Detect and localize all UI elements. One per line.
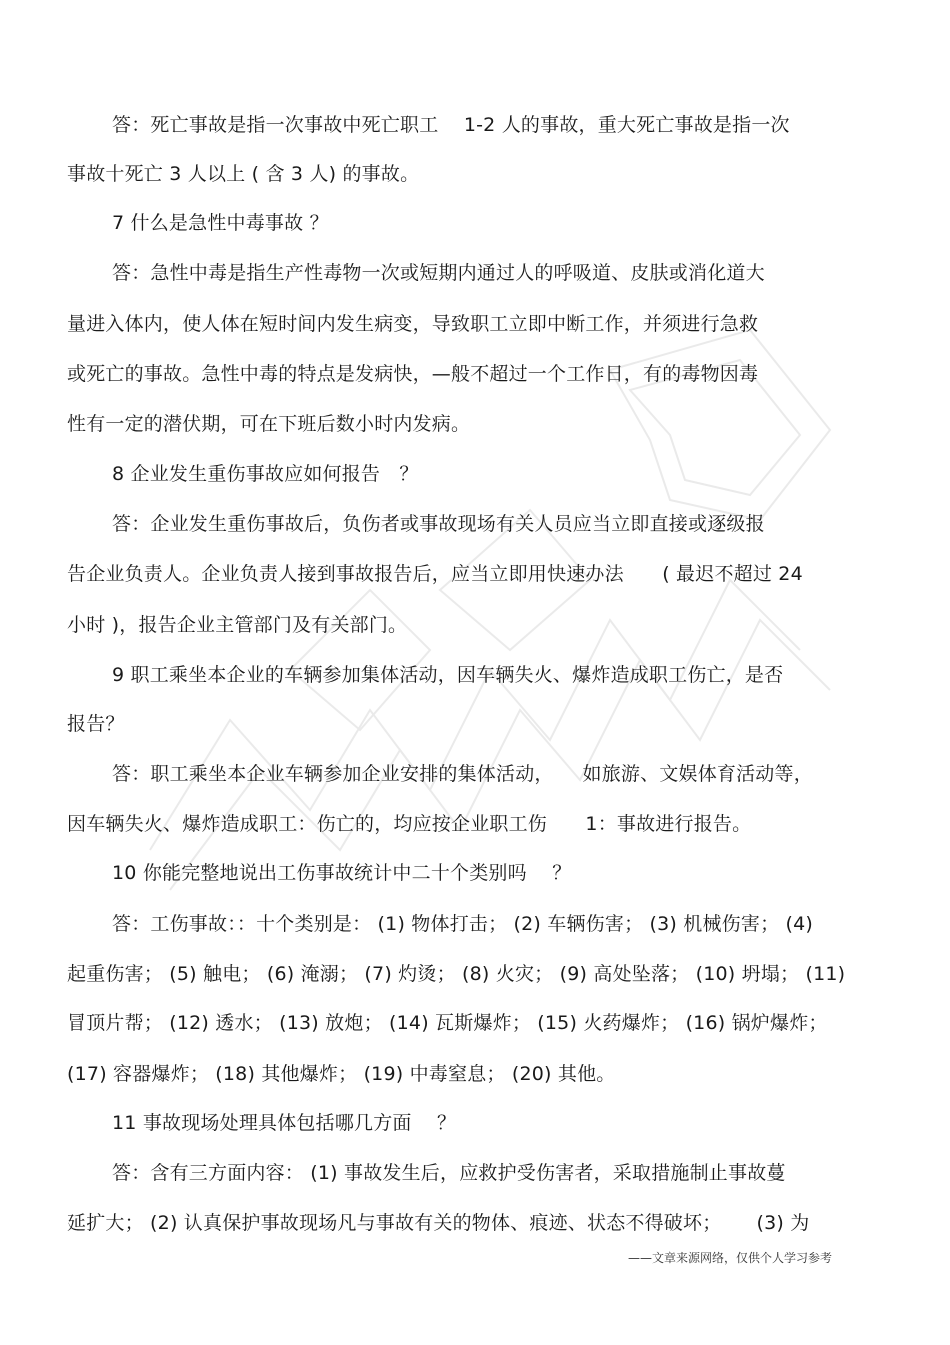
text-line-17: 答：工伤事故：：十个类别是： (1) 物体打击； (2) 车辆伤害； (3) 机械伤害； (4) — [112, 913, 814, 935]
page-footer: ——文章来源网络，仅供个人学习参考 — [628, 1251, 833, 1265]
text-line-5: 量进入体内，使人体在短时间内发生病变，导致职工立即中断工作，并须进行急救 — [67, 313, 759, 335]
text-line-14: 答：职工乘坐本企业车辆参加企业安排的集体活动， 如旅游、文娱体育活动等， — [112, 763, 813, 785]
text-line-7: 性有一定的潜伏期，可在下班后数小时内发病。 — [67, 413, 471, 435]
text-line-10: 告企业负责人。企业负责人接到事故报告后，应当立即用快速办法 ( 最迟不超过 24 — [67, 563, 803, 585]
text-line-6: 或死亡的事故。急性中毒的特点是发病快，—般不超过一个工作日，有的毒物因毒 — [67, 363, 759, 385]
text-line-18: 起重伤害； (5) 触电； (6) 淹溺； (7) 灼烫； (8) 火灾； (9) 高处坠落； (10) 坍塌； (11) — [67, 963, 846, 985]
question-7: 7 什么是急性中毒事故 ？ — [112, 212, 329, 234]
question-8: 8 企业发生重伤事故应如何报告 ？ — [112, 463, 419, 485]
question-10: 10 你能完整地说出工伤事故统计中二十个类别吗 ？ — [112, 862, 572, 884]
text-line-2: 事故十死亡 3 人以上 ( 含 3 人) 的事故。 — [67, 163, 420, 185]
text-line-22: 答：含有三方面内容： (1) 事故发生后，应救护受伤害者，采取措施制止事故蔓 — [112, 1162, 786, 1184]
text-line-4: 答：急性中毒是指生产性毒物一次或短期内通过人的呼吸道、皮肤或消化道大 — [112, 262, 765, 284]
text-line-9: 答：企业发生重伤事故后，负伤者或事故现场有关人员应当立即直接或逐级报 — [112, 513, 765, 535]
text-line-23: 延扩大； (2) 认真保护事故现场凡与事故有关的物体、痕迹、状态不得破坏； (3) 为 — [67, 1212, 810, 1234]
question-9: 9 职工乘坐本企业的车辆参加集体活动，因车辆失火、爆炸造成职工伤亡，是否 — [112, 664, 784, 686]
question-11: 11 事故现场处理具体包括哪几方面 ？ — [112, 1112, 457, 1134]
text-line-1: 答：死亡事故是指一次事故中死亡职工 1-2 人的事故，重大死亡事故是指一次 — [112, 114, 790, 136]
text-line-20: (17) 容器爆炸； (18) 其他爆炸； (19) 中毒窒息； (20) 其他。 — [67, 1063, 616, 1085]
text-line-13: 报告？ — [67, 713, 125, 735]
text-line-15: 因车辆失火、爆炸造成职工：伤亡的，均应按企业职工伤 1：事故进行报告。 — [67, 813, 752, 835]
text-line-11: 小时 )，报告企业主管部门及有关部门。 — [67, 614, 408, 636]
text-line-19: 冒顶片帮； (12) 透水； (13) 放炮； (14) 瓦斯爆炸； (15) 火药爆炸； (16) 锅炉爆炸； — [67, 1012, 828, 1034]
